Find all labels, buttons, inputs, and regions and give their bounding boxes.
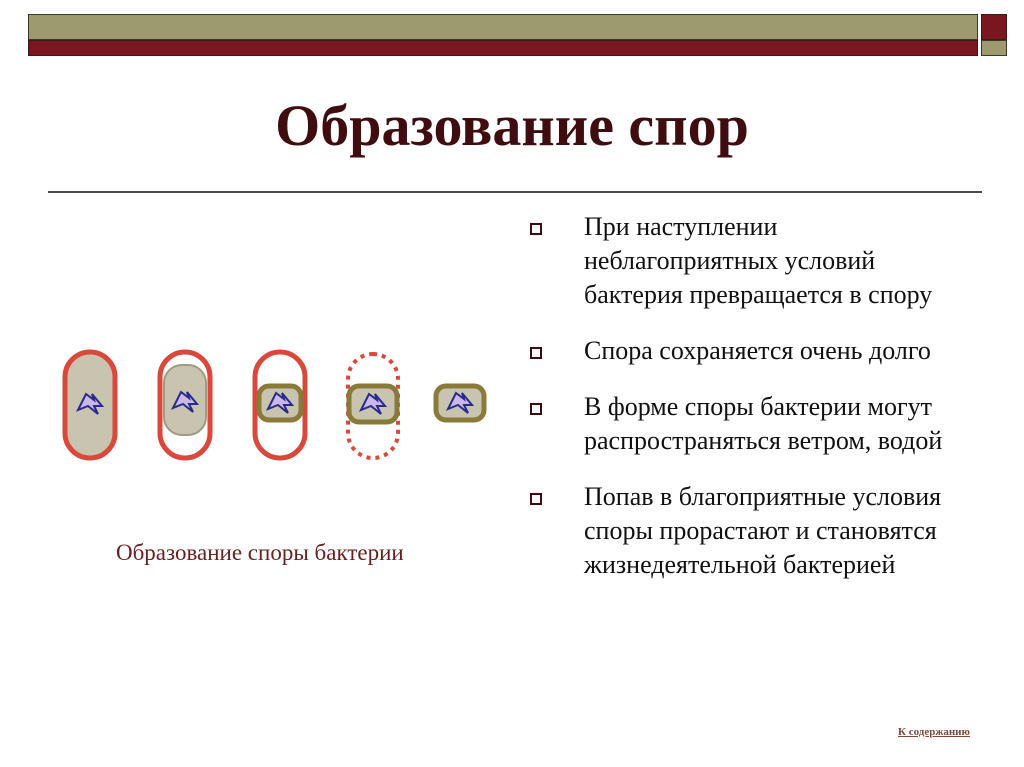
bacterium-stage-4 xyxy=(348,354,398,458)
square-bullet-icon xyxy=(530,493,542,505)
bullet-item: Попав в благоприятные условия споры прорастают и становятся жизнедеятельной бактерией xyxy=(530,480,970,582)
header-bar-maroon xyxy=(28,40,978,56)
bullet-item: Спора сохраняется очень долго xyxy=(530,334,970,368)
slide-title: Образование спор xyxy=(275,93,749,158)
figure-caption: Образование споры бактерии xyxy=(116,540,404,565)
bacterium-stage-2 xyxy=(160,352,210,458)
table-of-contents-link[interactable]: К содержанию xyxy=(898,726,970,738)
square-bullet-icon xyxy=(530,347,542,359)
title-divider xyxy=(48,191,982,193)
bullet-list xyxy=(530,210,970,604)
header-square-olive xyxy=(981,40,1007,56)
spore-final xyxy=(436,386,484,420)
spore-formation-diagram xyxy=(55,340,505,470)
bullet-item: При наступлении неблагоприятных условий бактерия превращается в спору xyxy=(530,210,970,312)
bacterium-stage-3 xyxy=(255,352,305,458)
header-bar-olive xyxy=(28,14,978,40)
square-bullet-icon xyxy=(530,223,542,235)
bacterium-stage-1 xyxy=(65,352,115,458)
header-square-maroon xyxy=(981,14,1007,40)
square-bullet-icon xyxy=(530,403,542,415)
bullet-item: В форме споры бактерии могут распространяться ветром, водой xyxy=(530,390,970,458)
